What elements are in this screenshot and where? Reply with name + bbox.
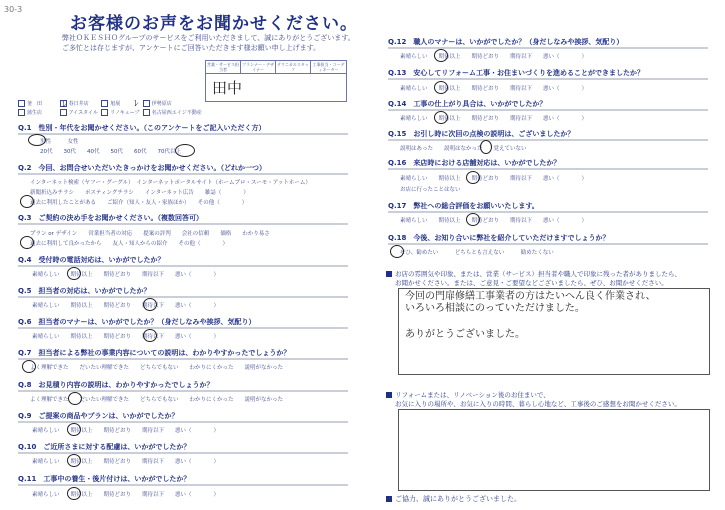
facility-row	[18, 100, 203, 107]
handwritten-line: 今回の門扉修繕工事業者の方はたいへん良く作業され、	[405, 291, 656, 302]
question-q2: Q.2 今回、お問合せいただいたきっかけをお聞かせください。（どれか一つ）	[18, 164, 266, 172]
question-q13: Q.13 安心してリフォーム工事・お住まいづくりを進めることができましたか？	[388, 69, 645, 77]
question-q15: Q.15 お引し時に次回の点検の説明は、ございましたか？	[388, 130, 575, 138]
q1-options-gender: 男性 女性	[40, 139, 79, 145]
q14-options: 素晴らしい 期待以上 期待どおり 期待以下 悪い（ ）	[400, 116, 588, 122]
facility-label: 旭展	[110, 101, 121, 107]
q3-options: プラン or デザイン 営業担当者の対応 提案の評判 会社の信頼 価格 わかり易さ	[30, 231, 270, 237]
question-q10: Q.10 ご近所さまに対する配慮は、いかがでしたか？	[18, 443, 191, 451]
answer-circle	[434, 49, 448, 62]
q10-options: 素晴らしい 期待以上 期待どおり 期待以下 悪い（ ）	[32, 459, 220, 465]
facility-label: 名古屋西エイジ不動産	[151, 110, 202, 116]
answer-circle	[434, 81, 448, 94]
facility-label: 蒲生店	[27, 110, 43, 116]
question-q7: Q.7 担当者による弊社の事業内容についての説明は、わかりやすかったでしょうか？	[18, 349, 291, 357]
question-q8: Q.8 お見積り内容の説明は、わかりやすかったでしょうか？	[18, 381, 214, 389]
handwritten-line: いろいろ相談にのっていただけました。	[405, 303, 585, 314]
q12-options: 素晴らしい 期待以上 期待どおり 期待以下 悪い（ ）	[400, 54, 588, 60]
comment2-prompt-line: お気に入りの場所や、お気に入りの時間、暮らし心地など、工事後のご感想をお聞かせください。	[395, 400, 681, 408]
facility-label: 釜 田	[27, 101, 43, 107]
bullet-icon	[386, 392, 392, 398]
question-q4: Q.4 受付時の電話対応は、いかがでしたか？	[18, 256, 165, 264]
stamp-header: 営業・サービス担当者	[207, 62, 239, 72]
answer-circle	[28, 134, 46, 146]
bullet-icon	[386, 496, 392, 502]
q8-options: よく理解できた だいたい理解できた どちらでもない わかりにくかった 説明がなかった	[30, 397, 283, 403]
comment1-box[interactable]	[398, 288, 710, 375]
divider	[388, 47, 708, 49]
facility-label: アイスタイル	[68, 110, 98, 116]
q5-options: 素晴らしい 期待以上 期待どおり 期待以下 悪い（ ）	[32, 303, 220, 309]
question-q9: Q.9 ご提案の商品やプランは、いかがでしたか？	[18, 412, 179, 420]
q6-options: 素晴らしい 期待以上 期待どおり 期待以下 悪い（ ）	[32, 334, 220, 340]
question-q14: Q.14 工事の仕上がり具合は、いかがでしたか？	[388, 100, 547, 108]
page-title: お客様のお声をお聞かせください。	[70, 14, 358, 34]
handwritten-comment	[405, 291, 656, 341]
divider	[18, 265, 348, 267]
divider	[388, 211, 708, 213]
footer	[386, 494, 521, 504]
question-q3: Q.3 ご契約の決め手をお聞かせください。（複数回答可）	[18, 214, 203, 222]
facility-label: リノキューブ	[110, 110, 140, 116]
divider	[18, 390, 348, 392]
answer-circle	[22, 360, 36, 373]
comment1-prompt-line: お店の雰囲気や印象、または、営業（サービス）担当者や職人で印象に残った者がありましたら、	[395, 270, 681, 278]
stamp-header: プランナー・デザイナー	[242, 62, 274, 72]
comment2-prompt-line: リフォームまたは、リノベーション後のお住まいで、	[395, 391, 550, 399]
comment2-box[interactable]	[398, 409, 710, 491]
intro-line: ご多忙とは存じますが、アンケートにご回答いただきます様お願い申し上げます。	[62, 44, 321, 52]
q4-options: 素晴らしい 期待以上 期待どおり 期待以下 悪い（ ）	[32, 272, 220, 278]
divider	[18, 421, 348, 423]
q18-options: ぜひ、勧めたい どちらとも言えない 勧めたくない	[400, 250, 554, 256]
question-q12: Q.12 職人のマナーは、いかがでしたか？（身だしなみや挨拶、気配り）	[388, 38, 624, 46]
divider	[388, 78, 708, 80]
divider	[18, 223, 348, 225]
answer-circle	[143, 298, 157, 311]
answer-circle	[434, 111, 448, 124]
question-q5: Q.5 担当者の対応は、いかがでしたか？	[18, 287, 151, 295]
divider	[388, 243, 708, 245]
answer-circle	[466, 171, 480, 184]
answer-circle	[20, 195, 34, 208]
facility-label: 春日井店	[68, 101, 89, 107]
bullet-icon	[386, 271, 392, 277]
facility-row	[18, 109, 223, 116]
q13-options: 素晴らしい 期待以上 期待どおり 期待以下 悪い（ ）	[400, 86, 588, 92]
answer-circle	[466, 213, 480, 226]
question-q1: Q.1 性別・年代をお聞かせください。（このアンケートをご記入いただく方）	[18, 124, 266, 132]
q2-options: 新聞折込みチラシ ポスティングチラシ インターネット広告 雑誌（ ）	[30, 190, 249, 196]
question-q11: Q.11 工事中の養生・後片付けは、いかがでしたか？	[18, 475, 191, 483]
q9-options: 素晴らしい 期待以上 期待どおり 期待以下 悪い（ ）	[32, 428, 220, 434]
divider	[18, 358, 348, 360]
comment1-prompt-line: お聞かせください。または、ご意見・ご要望などございましたら、ぜひ、お聞かせください。	[395, 279, 668, 287]
comment1-prompt	[386, 270, 681, 288]
stamp-header: 工事担当・コーディネーター	[312, 62, 345, 72]
staff-signature: 田中	[212, 79, 243, 97]
question-q17: Q.17 弊社への総合評価をお願いいたします。	[388, 202, 539, 210]
divider	[18, 173, 348, 175]
answer-circle	[67, 423, 81, 436]
answer-circle	[67, 454, 81, 467]
q15-options: 説明はあった 説明はなかった 覚えていない	[400, 146, 527, 152]
facility-label: 伊勢原店	[151, 101, 172, 107]
question-q6: Q.6 担当者のマナーは、いかがでしたか？（身だしなみや挨拶、気配り）	[18, 318, 256, 326]
q2-options: インターネット検索（ヤフー・グーグル） インターネットポータルサイト（ホームプロ・スーモ・アットホーム）	[30, 180, 311, 186]
answer-circle	[480, 140, 492, 154]
divider	[388, 168, 708, 170]
divider	[18, 296, 348, 298]
divider	[388, 109, 708, 111]
footer-text: ご協力、誠にありがとうございました。	[395, 495, 521, 503]
question-q16: Q.16 来店時における店舗対応は、いかがでしたか？	[388, 159, 561, 167]
q16-options: 素晴らしい 期待以上 期待どおり 期待以下 悪い（ ）	[400, 176, 588, 182]
handwritten-line: ありがとうございました。	[405, 329, 525, 340]
staff-stamp-box	[205, 60, 347, 102]
answer-circle	[143, 329, 157, 342]
handwritten-check: ﾚ	[62, 100, 67, 110]
answer-circle	[390, 245, 404, 258]
divider	[18, 327, 348, 329]
answer-circle	[67, 487, 81, 500]
stamp-header: テクニカルスタッフ	[276, 61, 311, 74]
q1-options-age: 20代 30代 40代 50代 60代 70代以上	[40, 149, 181, 155]
divider	[388, 139, 708, 141]
answer-circle	[68, 392, 82, 405]
q16-options: お店に行ったことはない	[400, 187, 461, 193]
question-q18: Q.18 今後、お知り合いに弊社を紹介していただけますでしょうか？	[388, 234, 610, 242]
intro-line: 弊社ＯＫＥＳＨＯグループのサービスをご利用いただきまして、誠にありがとうございます。	[62, 34, 355, 42]
divider	[18, 484, 348, 486]
q17-options: 素晴らしい 期待以上 期待どおり 期待以下 悪い（ ）	[400, 218, 588, 224]
q7-options: よく理解できた だいたい理解できた どちらでもない わかりにくかった 説明がなかった	[30, 365, 283, 371]
comment2-prompt	[386, 391, 681, 409]
q3-options: 過去に利用して良かったから 友人・知人からの紹介 その他（ ）	[30, 241, 229, 247]
q11-options: 素晴らしい 期待以上 期待どおり 期待以下 悪い（ ）	[32, 492, 220, 498]
answer-circle	[67, 267, 81, 280]
handwritten-check: ﾚ	[134, 99, 139, 109]
divider	[18, 133, 348, 135]
corner-mark: 30-3	[4, 5, 23, 14]
answer-circle	[175, 144, 195, 157]
intro-text	[62, 33, 355, 53]
divider	[18, 452, 348, 454]
answer-circle	[20, 236, 34, 249]
q2-options: 過去に利用したことがある ご紹介（知人・友人・家族ほか） その他（ ）	[30, 200, 248, 206]
